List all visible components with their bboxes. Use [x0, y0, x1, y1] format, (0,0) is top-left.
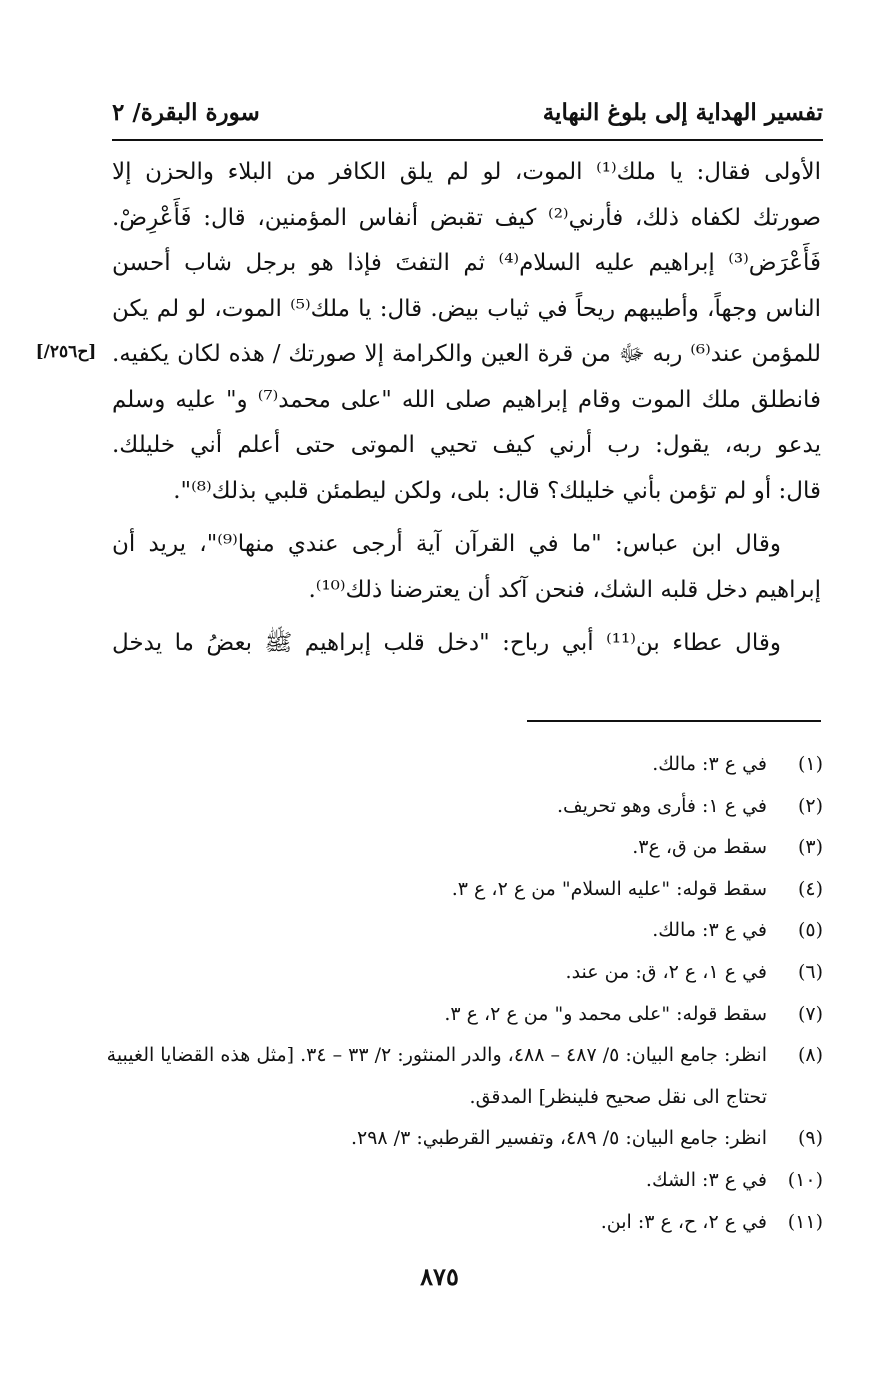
- footnote-text: في ع ٣: مالك.: [652, 753, 767, 775]
- footnote-text: سقط قوله: "عليه السلام" من ع ٢، ع ٣.: [451, 877, 767, 900]
- paragraph-last-line: قال: أو لم تؤمن بأني خليلك؟ قال: بلى، ولكن ليطمئن قلبي بذلك⁽⁸⁾".: [173, 477, 821, 504]
- footnote-number: (٣): [797, 836, 823, 859]
- manuscript-folio-note: [ح٢٥٦/]: [35, 342, 97, 362]
- paragraph: [112, 150, 821, 469]
- footnote: [100, 786, 823, 828]
- footnote: [100, 869, 823, 911]
- footnote: [100, 827, 823, 869]
- paragraph: وقال عطاء بن⁽¹¹⁾ أبي رباح: "دخل قلب إبراهيم ﷺ بعضُ ما يدخل: [112, 630, 781, 656]
- footnote: [100, 1202, 823, 1244]
- footnotes: [100, 744, 823, 1243]
- footnote-divider: [527, 720, 821, 722]
- footnote-text: في ع ١: فأرى وهو تحريف.: [556, 794, 767, 817]
- surah-label: سورة البقرة/ ٢: [112, 98, 260, 126]
- footnote: [100, 1035, 823, 1118]
- paragraph-text: الأولى فقال: يا ملك⁽¹⁾ الموت، لو لم يلق الكافر من البلاء والحزن إلا صورتك لكفاه ذلك، فأرني⁽²⁾ كيف تقبض أنفاس المؤمنين، قال: فَأَعْرِضْ. فَأَعْرَض⁽³⁾ إبراهيم عليه السلام⁽⁴⁾ ثم التفتَ فإذا هو برجل شاب أحسن الناس وجهاً، وأطيبهم ريحاً في ثياب بيض. قال: يا ملك⁽⁵⁾ الموت، لو لم يكن للمؤمن عند⁽⁶⁾ ربه ﷻ من قرة العين والكرامة إلا صورتك / هذه لكان يكفيه. فانطلق ملك الموت وقام إبراهيم صلى الله "على محمد⁽⁷⁾ و" عليه وسلم يدعو ربه، يقول: رب أرني كيف تحيي الموتى حتى أعلم أني خليلك.: [112, 159, 821, 458]
- footnote-text: في ع ٢، ح، ع ٣: ابن.: [600, 1210, 767, 1233]
- book-title: تفسير الهداية إلى بلوغ النهاية: [542, 98, 823, 126]
- footnote-text: في ع ٣: الشك.: [645, 1168, 767, 1191]
- footnote-number: (٦): [797, 960, 823, 983]
- footnote-number: (٧): [797, 1002, 823, 1025]
- footnote-number: (٨): [797, 1044, 823, 1067]
- main-text: [112, 150, 821, 667]
- paragraph: وقال ابن عباس: "ما في القرآن آية أرجى عندي منها⁽⁹⁾"، يريد أن إبراهيم دخل قلبه الشك، فنحن آكد أن يعترضنا ذلك⁽¹⁰⁾.: [112, 531, 821, 603]
- footnote-number: (٩): [797, 1127, 823, 1150]
- footnote: [100, 1160, 823, 1202]
- footnote-number: (١٠): [787, 1168, 823, 1191]
- footnote: [100, 744, 823, 786]
- header-divider: [112, 139, 823, 141]
- footnote-text: في ع ١، ع ٢، ق: من عند.: [565, 960, 767, 983]
- footnote-number: (١١): [787, 1210, 823, 1233]
- footnote: [100, 994, 823, 1036]
- page-number: ٨٧٥: [420, 1262, 459, 1291]
- footnote: [100, 910, 823, 952]
- footnote-number: (٤): [797, 877, 823, 900]
- footnote-text: سقط من ق، ع٣.: [632, 836, 767, 859]
- running-header: [112, 92, 823, 132]
- footnote-number: (٢): [797, 794, 823, 817]
- footnote-text: سقط قوله: "على محمد و" من ع ٢، ع ٣.: [444, 1002, 767, 1025]
- footnote-text: انظر: جامع البيان: ٥/ ٤٨٧ – ٤٨٨، والدر المنثور: ٢/ ٣٣ – ٣٤. [مثل هذه القضايا الغيبية تحتاج الى نقل صحيح فلينظر] المدقق.: [106, 1044, 767, 1108]
- footnote-text: انظر: جامع البيان: ٥/ ٤٨٩، وتفسير القرطبي: ٣/ ٢٩٨.: [350, 1127, 767, 1150]
- footnote: [100, 952, 823, 994]
- footnote-text: في ع ٣: مالك.: [652, 919, 767, 942]
- footnote: [100, 1118, 823, 1160]
- footnote-number: (١): [797, 753, 823, 775]
- footnote-number: (٥): [797, 919, 823, 942]
